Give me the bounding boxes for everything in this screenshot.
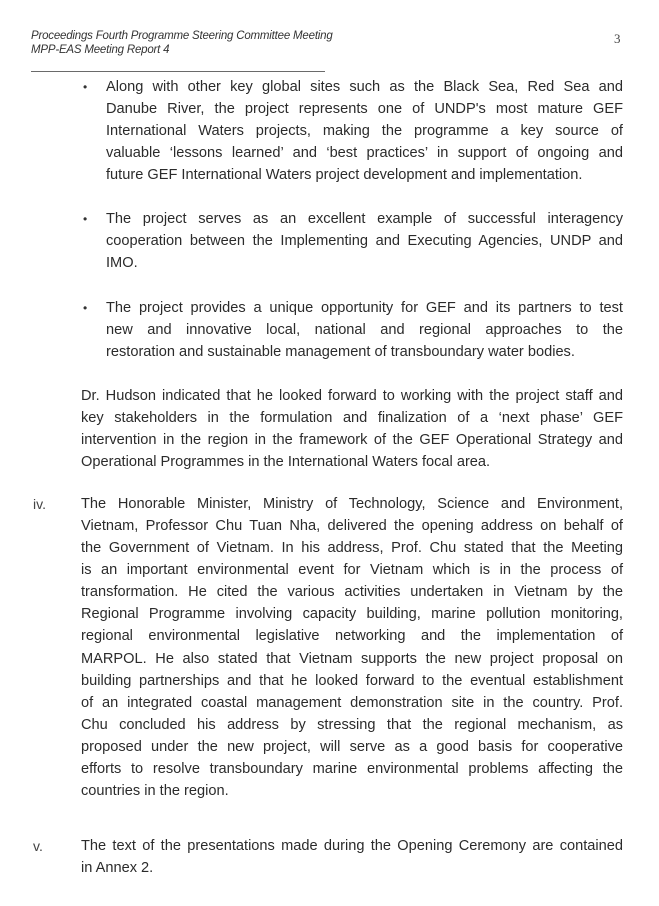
text-line: valuable ‘lessons learned’ and ‘best practices’ in support of ongoing and — [106, 145, 623, 161]
item-number: v. — [33, 838, 43, 854]
text-line: The Honorable Minister, Ministry of Technology, Science and Environment, — [81, 496, 623, 512]
text-line: Dr. Hudson indicated that he looked forward to working with the project staff and — [81, 388, 623, 404]
bullet-marker: • — [83, 80, 88, 94]
text-line: The text of the presentations made during the Opening Ceremony are contained — [81, 838, 623, 854]
text-line: building partnerships and that he looked forward to the eventual establishment — [81, 673, 623, 689]
text-line: intervention in the region in the framework of the GEF Operational Strategy and — [81, 432, 623, 448]
text-line: Danube River, the project represents one of UNDP's most mature GEF — [106, 101, 623, 117]
text-line: key stakeholders in the formulation and finalization of a ‘next phase’ GEF — [81, 410, 623, 426]
text-line: MARPOL. He also stated that Vietnam supports the new project proposal on — [81, 651, 623, 667]
bullet-marker: • — [83, 212, 88, 226]
header-divider — [31, 71, 325, 72]
text-line: restoration and sustainable management of transboundary water bodies. — [106, 344, 575, 360]
text-line: new and innovative local, national and regional approaches to the — [106, 322, 623, 338]
text-line: efforts to resolve transboundary marine environmental problems affecting the — [81, 761, 623, 777]
text-line: the Government of Vietnam. In his address, Prof. Chu stated that the Meeting — [81, 540, 623, 556]
page-number: 3 — [614, 31, 621, 46]
text-line: Operational Programmes in the International Waters focal area. — [81, 454, 491, 470]
item-number: iv. — [33, 496, 46, 512]
header-title: Proceedings Fourth Programme Steering Committee Meeting — [31, 30, 333, 42]
text-line: is an important environmental event for Vietnam which is in the process of — [81, 562, 623, 578]
text-line: in Annex 2. — [81, 860, 154, 876]
text-line: The project provides a unique opportunity for GEF and its partners to test — [106, 300, 623, 316]
text-line: regional environmental legislative networking and the implementation of — [81, 628, 623, 644]
text-line: Vietnam, Professor Chu Tuan Nha, delivered the opening address on behalf of — [81, 518, 623, 534]
text-line: The project serves as an excellent example of successful interagency — [106, 211, 623, 227]
text-line: Along with other key global sites such as the Black Sea, Red Sea and — [106, 79, 623, 95]
text-line: Regional Programme involving capacity building, marine pollution monitoring, — [81, 606, 623, 622]
text-line: future GEF International Waters project development and implementation. — [106, 167, 583, 183]
text-line: proposed under the new project, will serve as a good basis for cooperative — [81, 739, 623, 755]
bullet-marker: • — [83, 301, 88, 315]
header-subtitle: MPP-EAS Meeting Report 4 — [31, 44, 170, 56]
text-line: cooperation between the Implementing and Executing Agencies, UNDP and — [106, 233, 623, 249]
text-line: transformation. He cited the various activities undertaken in Vietnam by the — [81, 584, 623, 600]
text-line: of an integrated coastal management demonstration site in the country. Prof. — [81, 695, 623, 711]
text-line: IMO. — [106, 255, 138, 271]
text-line: Chu concluded his address by stressing that the regional mechanism, as — [81, 717, 623, 733]
text-line: International Waters projects, making the programme a key source of — [106, 123, 623, 139]
text-line: countries in the region. — [81, 783, 229, 799]
